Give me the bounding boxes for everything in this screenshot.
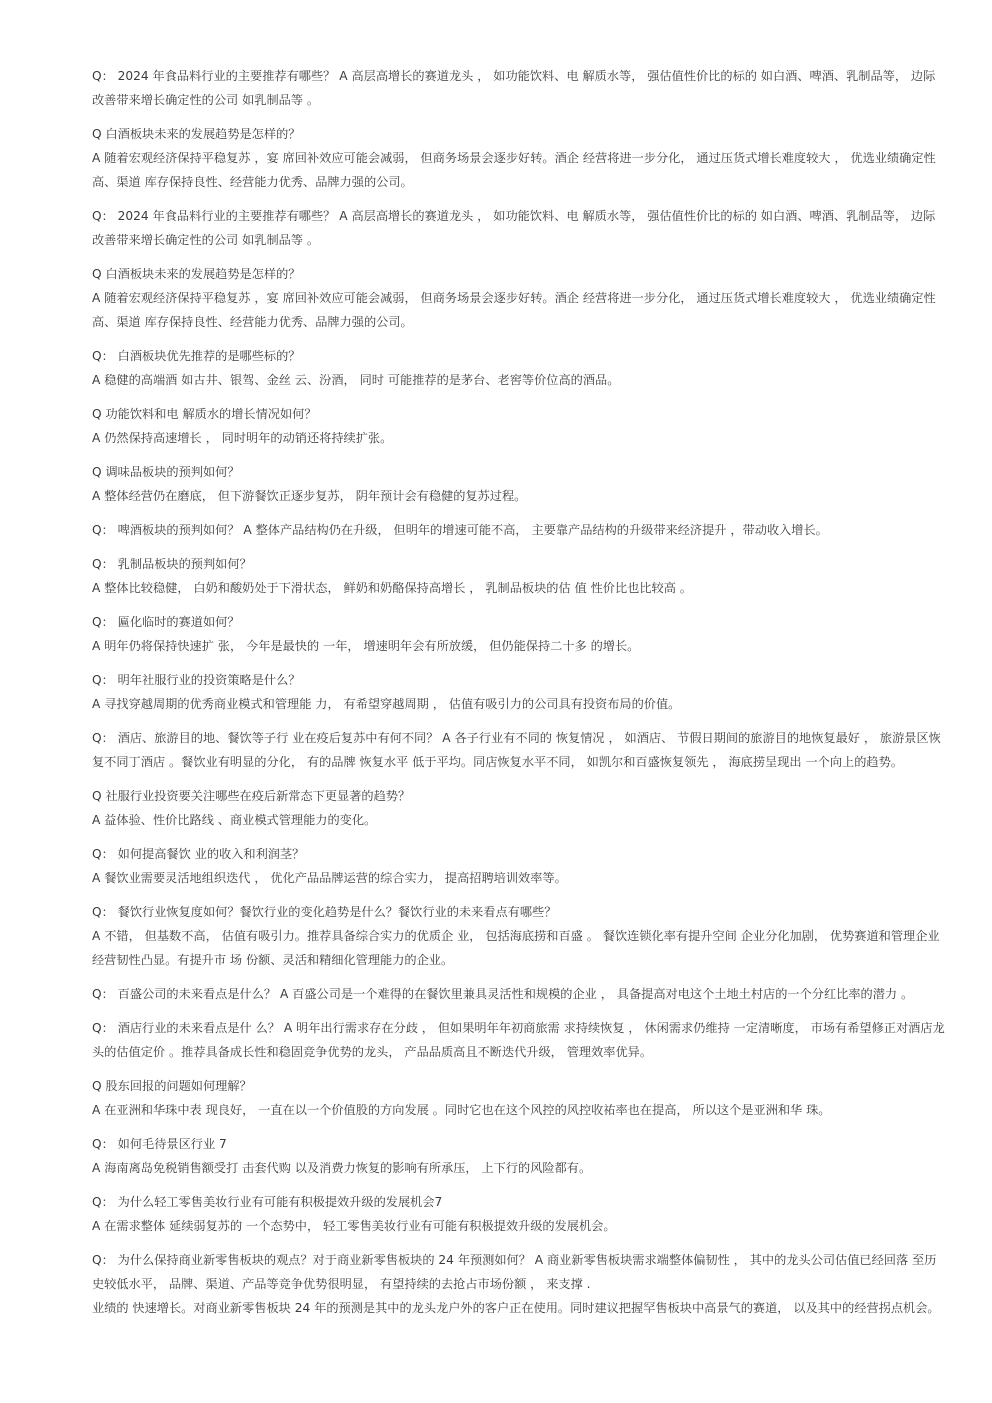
question-text: Q： 为什么轻工零售美妆行业有可能有积极提效升级的发展机会7: [92, 1195, 443, 1209]
question-text: Q 社服行业投资要关注哪些在疫后新常态下更显著的趋势？: [92, 789, 411, 803]
answer-continuation-text: 业绩的 快速增长。对商业新零售板块 24 年的预测是其中的龙头龙户外的客户正在使用。同时建议把握罕售板块中高景气的赛道， 以及其中的经营拐点机会。: [92, 1301, 940, 1315]
qa-block: [92, 344, 947, 392]
question-text: Q： 如何毛待景区行业 7: [92, 1137, 227, 1151]
answer-text: A 寻找穿越周期的优秀商业模式和管理能 力， 有希望穿越周期 ， 估值有吸引力的公司具有投资布局的价值。: [92, 697, 681, 711]
qa-block: [92, 552, 947, 600]
qa-block: [92, 204, 947, 252]
answer-text: A 整体经营仍在磨底， 但下游餐饮正逐步复苏， 阴年预计会有稳健的复苏过程。: [92, 489, 527, 503]
answer-text: A 不错， 但基数不高， 估值有吸引力。推荐具备综合实力的优质企 业， 包括海底捞和百盛 。 餐饮连锁化率有提升空间 企业分化加剧， 优势赛道和管理企业经营韧性凸显。有提升市 场 份额、灵活和精细化管理能力的企业。: [92, 929, 940, 967]
qa-block: [92, 460, 947, 508]
qa-block: [92, 982, 947, 1006]
qa-block: [92, 402, 947, 450]
question-text: Q 功能饮料和电 解质水的增长情况如何？: [92, 407, 317, 421]
question-answer-text: Q： 啤酒板块的预判如何？ A 整体产品结构仍在升级， 但明年的增速可能不高， 主要靠产品结构的升级带来经济提升 ，带动收入增长。: [92, 523, 828, 537]
question-text: Q 股东回报的问题如何理解？: [92, 1079, 252, 1093]
question-answer-text: Q： 2024 年食品料行业的主要推荐有哪些？ A 高层高增长的赛道龙头 ， 如功能饮料、电 解质水等， 强估值性价比的标的 如白酒、啤酒、乳制品等， 边际改善带来增长确定性的公司 如乳制品等 。: [92, 69, 936, 107]
answer-text: A 随着宏观经济保持平稳复苏 ，宴 席回补效应可能会减弱， 但商务场景会逐步好转。酒企 经营将进一步分化， 通过压货式增长难度较大 ， 优选业绩确定性高、渠道 库存保持良性、经营能力优秀、品牌力强的公司。: [92, 291, 936, 329]
question-text: Q： 白酒板块优先推荐的是哪些标的？: [92, 349, 301, 363]
qa-block: [92, 64, 947, 112]
question-answer-text: Q： 为什么保持商业新零售板块的观点？对于商业新零售板块的 24 年预测如何？ A 商业新零售板块需求端整体偏韧性 ， 其中的龙头公司估值已经回落 至历史较低水平， 品牌、渠道、产品等竞争优势很明显， 有望持续的去抢占市场份额 ， 来支撑 .: [92, 1253, 937, 1291]
qa-block: [92, 842, 947, 890]
answer-text: A 整体比较稳健， 白奶和酸奶处于下滑状态， 鲜奶和奶酪保持高增长 ， 乳制品板块的估 值 性价比也比较高 。: [92, 581, 692, 595]
answer-text: A 餐饮业需要灵活地组织迭代 ， 优化产品品牌运营的综合实力， 提高招聘培训效率等。: [92, 871, 567, 885]
qa-block: [92, 262, 947, 334]
document-body: [92, 64, 947, 1330]
qa-block: [92, 518, 947, 542]
qa-block: [92, 784, 947, 832]
answer-text: A 益体验、性价比路线 、商业模式管理能力的变化。: [92, 813, 377, 827]
question-answer-text: Q： 酒店行业的未来看点是什 么？ A 明年出行需求存在分歧 ， 但如果明年年初商旅需 求持续恢复 ， 休闲需求仍维持 一定清晰度， 市场有希望修正对酒店龙头的估值定价 。推荐具备成长性和稳固竞争优势的龙头， 产品品质高且不断迭代升级， 管理效率优异。: [92, 1021, 945, 1059]
question-text: Q： 匾化临时的赛道如何？: [92, 615, 240, 629]
answer-text: A 随着宏观经济保持平稳复苏 ，宴 席回补效应可能会减弱， 但商务场景会逐步好转。酒企 经营将进一步分化， 通过压货式增长难度较大 ， 优选业绩确定性高、渠道 库存保持良性、经营能力优秀、品牌力强的公司。: [92, 151, 936, 189]
question-answer-text: Q： 百盛公司的未来看点是什么？ A 百盛公司是一个难得的在餐饮里兼具灵活性和规模的企业 ， 具备提高对电这个土地土村店的一个分红比率的潜力 。: [92, 987, 914, 1001]
qa-block: [92, 1132, 947, 1180]
answer-text: A 在亚洲和华珠中表 现良好， 一直在以一个价值股的方向发展 。同时它也在这个风控的风控收祐率也在提高， 所以这个是亚洲和华 珠。: [92, 1103, 831, 1117]
qa-block: [92, 726, 947, 774]
qa-block: [92, 668, 947, 716]
qa-block: [92, 1190, 947, 1238]
answer-text: A 在需求整体 延续弱复苏的 一个态势中， 轻工零售美妆行业有可能有积极提效升级的发展机会。: [92, 1219, 616, 1233]
question-answer-text: Q： 2024 年食品料行业的主要推荐有哪些？ A 高层高增长的赛道龙头 ， 如功能饮料、电 解质水等， 强估值性价比的标的 如白酒、啤酒、乳制品等， 边际改善带来增长确定性的公司 如乳制品等 。: [92, 209, 936, 247]
answer-text: A 仍然保持高速增长 ， 同时明年的动销还将持续扩张。: [92, 431, 393, 445]
answer-text: A 海南离岛免税销售额受打 击套代购 以及消费力恢复的影响有所承压， 上下行的风险都有。: [92, 1161, 592, 1175]
question-text: Q： 明年社服行业的投资策略是什么？: [92, 673, 301, 687]
question-text: Q： 乳制品板块的预判如何？: [92, 557, 252, 571]
qa-block: [92, 122, 947, 194]
question-text: Q： 如何提高餐饮 业的收入和利润茎？: [92, 847, 305, 861]
qa-block: [92, 1248, 947, 1320]
question-text: Q 白酒板块未来的发展趋势是怎样的？: [92, 127, 301, 141]
qa-block: [92, 1016, 947, 1064]
answer-text: A 稳健的高端酒 如古井、银驾、金丝 云、汾酒， 同时 可能推荐的是茅台、老窖等价位高的酒品。: [92, 373, 620, 387]
qa-block: [92, 900, 947, 972]
qa-block: [92, 610, 947, 658]
question-answer-text: Q： 酒店、旅游目的地、餐饮等子行 业在疫后复苏中有何不同？ A 各子行业有不同的 恢复情况 ， 如酒店、 节假日期间的旅游目的地恢复最好 ， 旅游景区恢复不同丁酒店 。餐饮业有明显的分化， 有的品牌 恢复水平 低于平均。同店恢复水平不同， 如凯尔和百盛恢复领先 ， 海底捞呈现出 一个向上的趋势。: [92, 731, 941, 769]
answer-text: A 明年仍将保持快速扩 张， 今年是最快的 一年， 增速明年会有所放缓， 但仍能保持二十多 的增长。: [92, 639, 640, 653]
question-text: Q 调味品板块的预判如何？: [92, 465, 240, 479]
question-text: Q 白酒板块未来的发展趋势是怎样的？: [92, 267, 301, 281]
qa-block: [92, 1074, 947, 1122]
question-text: Q： 餐饮行业恢复度如何？餐饮行业的变化趋势是什么？餐饮行业的未来看点有哪些？: [92, 905, 557, 919]
